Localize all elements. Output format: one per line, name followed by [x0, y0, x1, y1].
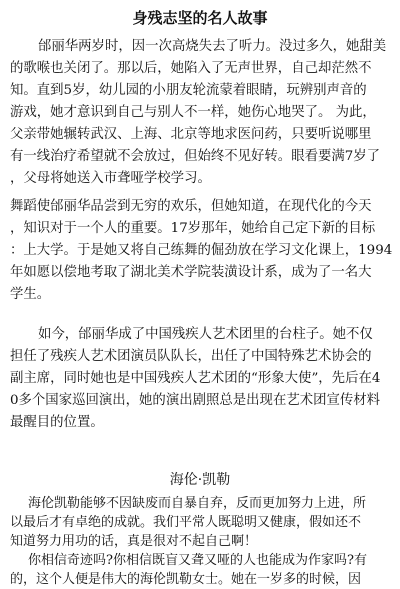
paragraph-line: 年如愿以偿地考取了湖北美术学院装潢设计系，成为了一名大	[10, 265, 372, 280]
paragraph-line: 游戏，她才意识到自己与别人不一样，她伤心地哭了。 为此，	[10, 105, 376, 120]
paragraph-line: 有一线治疗希望就不会放过，但始终不见好转。眼看要满7岁了	[10, 149, 381, 164]
document-title: 身残志坚的名人故事	[132, 9, 268, 27]
paragraph-line: 最醒目的位置。	[10, 415, 104, 430]
paragraph-line: 海伦凯勒能够不因缺废而自暴自弃，反而更加努力上进，所	[28, 496, 367, 511]
paragraph-line: 担任了残疾人艺术团演员队队长，出任了中国特殊艺术协会的	[10, 349, 372, 364]
paragraph-line: 如今，邰丽华成了中国残疾人艺术团里的台柱子。她不仅	[38, 327, 373, 342]
paragraph-line: 知。直到5岁，幼儿园的小朋友轮流蒙着眼睛，玩辨别声音的	[10, 83, 367, 98]
paragraph-line: 邰丽华两岁时，因一次高烧失去了听力。没过多久，她甜美	[38, 39, 387, 54]
paragraph-line: 你相信奇迹吗?你相信既盲又聋又哑的人也能成为作家吗?有	[28, 553, 367, 568]
paragraph-line: 知道努力用功的话，真是很对不起自己啊！	[10, 534, 258, 549]
paragraph-line: 以最后才有卓绝的成就。我们平常人既聪明又健康，假如还不	[10, 515, 362, 530]
paragraph-line: 的，这个人便是伟大的海伦凯勒女士。她在一岁多的时候，因	[10, 572, 362, 587]
paragraph-line: ，知识对于一个人的重要。17岁那年，她给自己定下新的目标	[10, 221, 376, 236]
paragraph-line: ：上大学。于是她又将自己练舞的倔劲放在学习文化课上，1994	[10, 243, 393, 258]
paragraph-line: 父亲带她辗转武汉、上海、北京等地求医问药，只要听说哪里	[10, 127, 372, 142]
paragraph-line: 舞蹈使邰丽华品尝到无穷的欢乐，但她知道，在现代化的今天	[10, 199, 372, 214]
paragraph-line: 学生。	[10, 287, 51, 302]
paragraph-line: 的歌喉也关闭了。那以后，她陷入了无声世界，自己却茫然不	[10, 61, 372, 76]
paragraph-line: ，父母将她送入市聋哑学校学习。	[10, 171, 211, 186]
section-heading: 海伦·凯勒	[169, 472, 231, 488]
paragraph-line: 0多个国家巡回演出，她的演出剧照总是出现在艺术团宣传材料	[10, 393, 381, 408]
paragraph-line: 副主席，同时她也是中国残疾人艺术团的“形象大使”，先后在4	[10, 371, 381, 386]
